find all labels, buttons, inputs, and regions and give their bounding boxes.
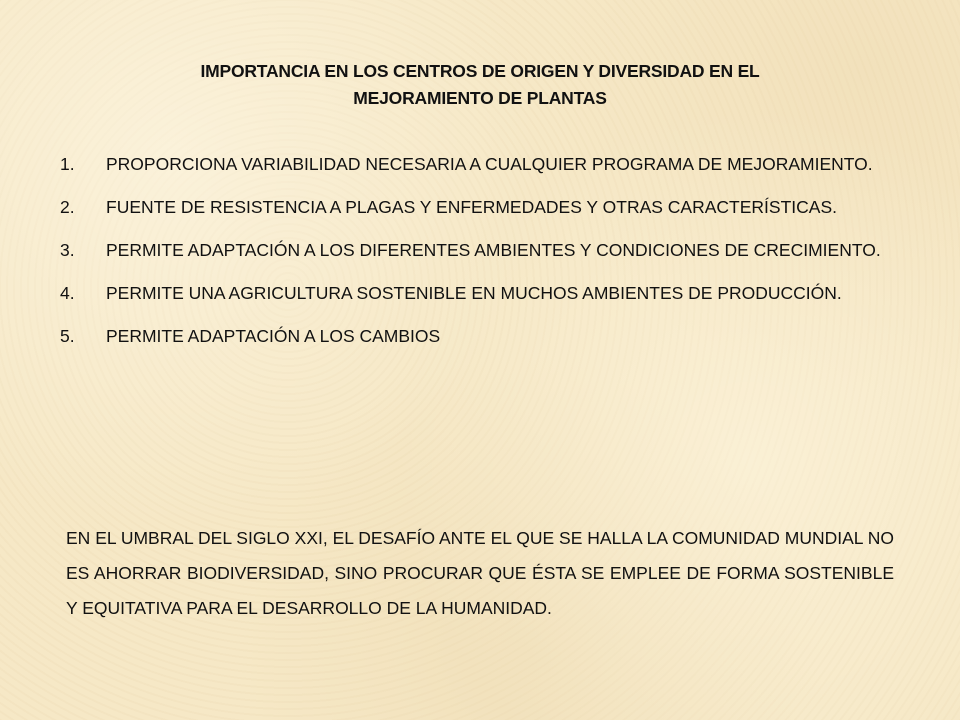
list-item xyxy=(60,151,906,177)
closing-paragraph: EN EL UMBRAL DEL SIGLO XXI, EL DESAFÍO ANTE EL QUE SE HALLA LA COMUNIDAD MUNDIAL NO ES AHORRAR BIODIVERSIDAD, SINO PROCURAR QUE ÉSTA SE EMPLEE DE FORMA SOSTENIBLE Y EQUITATIVA PARA EL DESARROLLO DE LA HUMANIDAD. xyxy=(66,528,894,618)
list-item xyxy=(60,194,906,220)
list-item-number: 1. xyxy=(60,154,75,174)
list-item xyxy=(60,323,906,349)
importance-list xyxy=(60,151,906,366)
slide-title: IMPORTANCIA EN LOS CENTROS DE ORIGEN Y DIVERSIDAD EN EL MEJORAMIENTO DE PLANTAS xyxy=(200,61,760,108)
list-item-text: PERMITE ADAPTACIÓN A LOS CAMBIOS xyxy=(106,326,441,346)
list-item-text: PERMITE UNA AGRICULTURA SOSTENIBLE EN MUCHOS AMBIENTES DE PRODUCCIÓN. xyxy=(106,283,842,303)
list-item xyxy=(60,237,906,263)
list-item-number: 3. xyxy=(60,240,75,260)
list-item-text: FUENTE DE RESISTENCIA A PLAGAS Y ENFERMEDADES Y OTRAS CARACTERÍSTICAS. xyxy=(106,197,837,217)
list-item-number: 2. xyxy=(60,197,75,217)
list-item xyxy=(60,280,906,306)
list-item-number: 4. xyxy=(60,283,75,303)
list-item-number: 5. xyxy=(60,326,75,346)
list-item-text: PERMITE ADAPTACIÓN A LOS DIFERENTES AMBIENTES Y CONDICIONES DE CRECIMIENTO. xyxy=(106,240,881,260)
list-item-text: PROPORCIONA VARIABILIDAD NECESARIA A CUALQUIER PROGRAMA DE MEJORAMIENTO. xyxy=(106,154,873,174)
